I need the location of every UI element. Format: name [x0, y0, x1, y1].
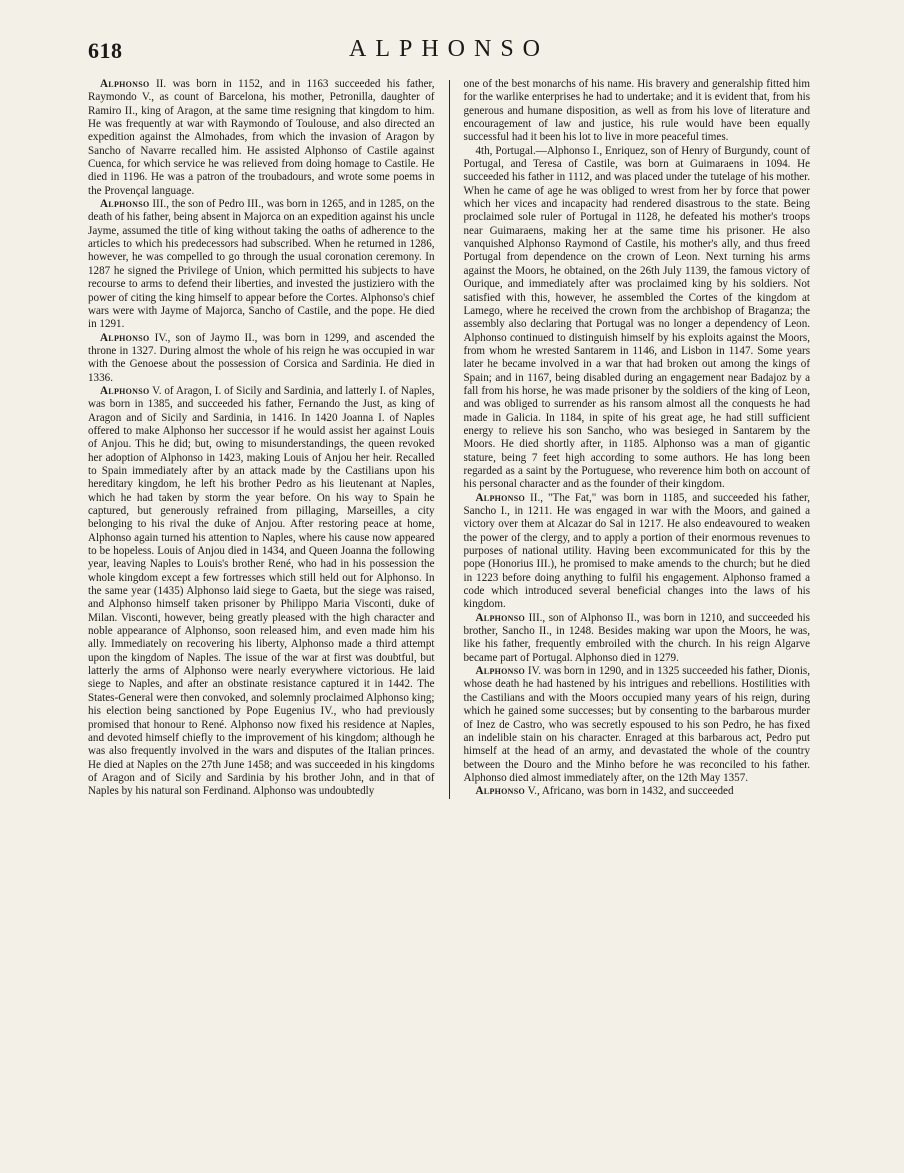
- paragraph: [464, 665, 811, 785]
- paragraph: [464, 145, 811, 492]
- paragraph: [464, 612, 811, 665]
- right-column: [464, 78, 811, 799]
- left-column: [88, 78, 435, 799]
- paragraph-text: III., the son of Pedro III., was born in 1265, and in 1285, on the death of his father, being absent in Majorca on an expedition against his uncle Jayme, assumed the title of king without taking the oaths of adherence to the articles to which his predecessors had subscribed. When he returned in 1286, however, he was compelled to go through the usual coronation ceremony. In 1287 he signed the Privilege of Union, which permitted his subjects to have recourse to arms to defend their liberties, and invested the justiziero with the power of citing the king himself to appear before the Cortes. Alphonso's chief wars were with Jayme of Majorca, Sancho of Castile, and the pope. He died in 1291.: [88, 198, 435, 331]
- page-header: [88, 34, 810, 70]
- paragraph-lead: Alphonso: [100, 331, 150, 344]
- paragraph-text: 4th, Portugal.—Alphonso I., Enriquez, son of Henry of Burgundy, count of Portugal, and Teresa of Castile, was born at Guimaraens in 1094. He succeeded his father in 1112, and was placed under the tutelage of his mother. When he came of age he was obliged to wrest from her by force that power which her vices and incapacity had rendered disastrous to the state. Being proclaimed sole ruler of Portugal in 1128, he defeated his mother's troops near Guimaraens, making her at the same time his prisoner. He also vanquished Alphonso Raymond of Castile, his mother's ally, and thus freed Portugal from dependence on the crown of Leon. Next turning his arms against the Moors, he obtained, on the 26th July 1139, the famous victory of Ourique, and immediately after was proclaimed king by his soldiers. Not satisfied with this, however, he assembled the Cortes of the kingdom at Lamego, where he received the crown from the archbishop of Braganza; the assembly also declaring that Portugal was no longer a dependency of Leon. Alphonso continued to distinguish himself by his exploits against the Moors, from whom he wrested Santarem in 1146, and Lisbon in 1147. Some years later he became involved in a war that had broken out among the kings of Spain; and in 1167, being disabled during an engagement near Badajoz by a fall from his horse, he was made prisoner by the soldiers of the king of Leon, and was obliged to surrender as his ransom almost all the conquests he had made in Galicia. In 1184, in spite of his great age, he had still sufficient energy to relieve his son Sancho, who was besieged in Santarem by the Moors. He died shortly after, in 1185. Alphonso was a man of gigantic stature, being 7 feet high according to some authors. He has long been regarded as a saint by the Portuguese, who reverence him both on account of his personal character and as the founder of their kingdom.: [463, 144, 811, 491]
- paragraph: [464, 785, 811, 798]
- paragraph-lead: Alphonso: [475, 491, 526, 504]
- paragraph-text: II., "The Fat," was born in 1185, and succeeded his father, Sancho I., in 1211. He was engaged in war with the Moors, and gained a victory over them at Alcazar do Sal in 1217. He also endeavoured to weaken the power of the clergy, and to apply a portion of their enormous revenues to purposes of national utility. Having been excommunicated for this by the pope (Honorius III.), he promised to make amends to the church; but he died in 1223 before doing anything to fulfil his engagement. Alphonso framed a code which introduced several beneficial changes into the laws of his kingdom.: [463, 491, 811, 611]
- paragraph: [88, 198, 435, 331]
- paragraph-lead: Alphonso: [100, 384, 150, 397]
- text-columns: [88, 78, 810, 799]
- paragraph-text: V. of Aragon, I. of Sicily and Sardinia, and latterly I. of Naples, was born in 1385, and succeeded his father, Fernando the Just, as king of Aragon and of Sicily and Sardinia, in 1416. In 1420 Joanna I. of Naples offered to make Alphonso her successor if he would assist her against Louis of Anjou. This he did; but, owing to misunderstandings, the queen revoked her adoption of Alphonso in 1423, making Louis of Anjou her heir. Recalled to Spain immediately after by an attack made by the Castilians upon his hereditary kingdom, he left his brother Pedro as his lieutenant at Naples, which he had taken by storm the year before. On his way to Spain he captured, but generously refrained from pillaging, Marseilles, a city belonging to his rival the duke of Anjou. After restoring peace at home, Alphonso again turned his attention to Naples, where his cause now appeared to be hopeless. Louis of Anjou died in 1434, and Queen Joanna the following year, leaving Naples to Louis's brother René, who had in his possession the whole kingdom except a few fortresses which still held out for Alphonso. In the same year (1435) Alphonso laid siege to Gaeta, but the siege was raised, and Alphonso himself taken prisoner by Philippo Maria Visconti, duke of Milan. Visconti, however, being greatly pleased with the high character and noble appearance of Alphonso, soon released him, and even made him his ally. Immediately on recovering his liberty, Alphonso made a third attempt upon the kingdom of Naples. The issue of the war at first was doubtful, but latterly the arms of Alphonso were nearly everywhere victorious. He laid siege to Naples, and after an obstinate resistance captured it in 1442. The States-General were then convoked, and solemnly proclaimed Alphonso king; his election being sanctioned by Pope Eugenius IV., who had previously promised that honour to René. Alphonso now fixed his residence at Naples, and devoted himself chiefly to the improvement of his kingdom; although he was also frequently involved in the wars and disputes of the Italian princes. He died at Naples on the 27th June 1458; and was succeeded in his kingdoms of Aragon and of Sicily and Sardinia by his brother John, and in that of Naples by his natural son Ferdinand. Alphonso was undoubtedly: [88, 384, 435, 798]
- paragraph-lead: Alphonso: [100, 198, 150, 211]
- paragraph-text: V., Africano, was born in 1432, and succeeded: [525, 785, 734, 798]
- paragraph-text: IV. was born in 1290, and in 1325 succeeded his father, Dionis, whose death he had hastened by his intrigues and rebellions. Hostilities with the Castilians and with the Moors occupied many years of his reign, during which he gained some successes; but by consenting to the barbarous murder of Inez de Castro, who was secretly espoused to his son Pedro, he has fixed an indelible stain on his character. Enraged at this barbarous act, Pedro put himself at the head of an army, and devastated the whole of the country between the Douro and the Minho before he was reconciled to his father. Alphonso died almost immediately after, on the 12th May 1357.: [463, 665, 811, 784]
- paragraph: [88, 78, 435, 198]
- paragraph-text: IV., son of Jaymo II., was born in 1299, and ascended the throne in 1327. During almost the whole of his reign he was occupied in war with the Genoese about the possession of Corsica and Sardinia. He died in 1336.: [88, 331, 435, 384]
- paragraph-lead: Alphonso: [475, 611, 526, 624]
- paragraph-text: II. was born in 1152, and in 1163 succeeded his father, Raymondo V., as count of Barcelona, his mother, Petronilla, daughter of Ramiro II., king of Aragon, at the same time resigning that kingdom to him. He was frequently at war with Raymondo of Toulouse, and also directed an expedition against the Almohades, from which the invasion of Aragon by Sancho of Navarre recalled him. He assisted Alphonso of Castile against Cuenca, for which service he was relieved from doing homage to Castile. He died in 1196. He was a patron of the troubadours, and wrote some poems in the Provençal language.: [88, 78, 435, 197]
- column-rule: [449, 80, 450, 799]
- paragraph: [464, 78, 811, 145]
- page-number: 618: [88, 38, 123, 63]
- paragraph-lead: Alphonso: [100, 78, 150, 90]
- paragraph: [464, 492, 811, 612]
- paragraph-text: one of the best monarchs of his name. His bravery and generalship fitted him for the warlike enterprises he had to undertake; and it is evident that, from his generous and humane disposition, as well as from his love of literature and encouragement of law and justice, his rule would have been equally successful had it been his lot to live in more peaceful times.: [463, 78, 811, 144]
- paragraph: [88, 385, 435, 799]
- paragraph-lead: Alphonso: [475, 665, 526, 678]
- paragraph: [88, 332, 435, 385]
- running-head: ALPHONSO: [348, 36, 549, 62]
- paragraph-lead: Alphonso: [475, 785, 526, 798]
- paragraph-text: III., son of Alphonso II., was born in 1210, and succeeded his brother, Sancho II., in 1248. Besides making war upon the Moors, he was, like his father, frequently embroiled with the church. In his reign Algarve became part of Portugal. Alphonso died in 1279.: [463, 611, 811, 664]
